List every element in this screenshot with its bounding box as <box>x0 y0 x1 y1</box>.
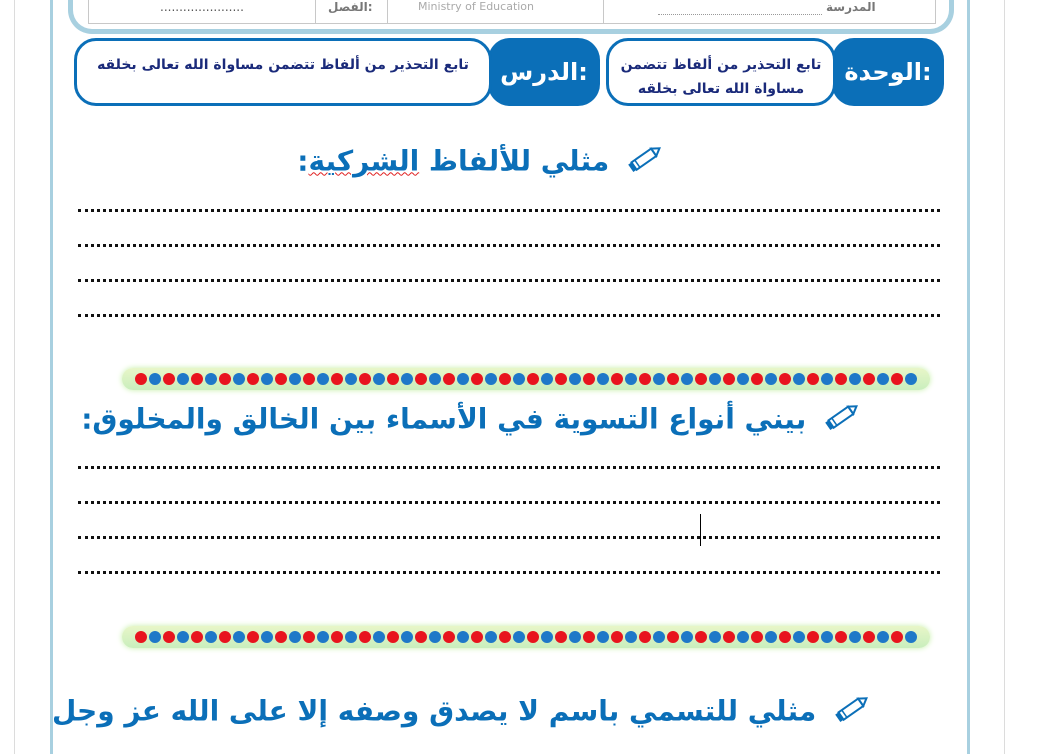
bead <box>345 373 357 385</box>
bead <box>247 631 259 643</box>
bead <box>541 373 553 385</box>
question-3-text: مثلي للتسمي باسم لا يصدق وصفه إلا على الله عز وجل <box>52 694 817 728</box>
question-2-text: بيني أنواع التسوية في الأسماء بين الخالق والمخلوق: <box>81 402 807 436</box>
text-cursor <box>700 514 701 546</box>
bead <box>135 373 147 385</box>
school-label: المدرسة <box>826 0 876 14</box>
bead <box>891 631 903 643</box>
bead <box>261 373 273 385</box>
bead <box>877 631 889 643</box>
bead <box>765 373 777 385</box>
bead <box>779 631 791 643</box>
bead <box>709 373 721 385</box>
answer-line[interactable] <box>78 501 940 504</box>
bead <box>835 373 847 385</box>
bead <box>597 373 609 385</box>
lesson-label-pill <box>488 38 600 106</box>
bead <box>443 631 455 643</box>
bead <box>233 631 245 643</box>
bead <box>163 631 175 643</box>
bead <box>695 631 707 643</box>
bead <box>821 631 833 643</box>
bead <box>485 631 497 643</box>
question-1-colon: : <box>297 144 309 178</box>
bead <box>289 373 301 385</box>
answer-line[interactable] <box>78 279 940 282</box>
bead <box>457 631 469 643</box>
bead <box>359 373 371 385</box>
bead <box>681 631 693 643</box>
bead <box>527 631 539 643</box>
bead <box>723 631 735 643</box>
bead <box>779 373 791 385</box>
pencil-icon <box>824 402 860 439</box>
bead <box>331 631 343 643</box>
bead <box>457 373 469 385</box>
bead <box>331 373 343 385</box>
bead <box>177 373 189 385</box>
answer-line[interactable] <box>78 466 940 469</box>
answer-line[interactable] <box>78 314 940 317</box>
bead <box>709 631 721 643</box>
bead-divider <box>122 368 930 390</box>
unit-label-pill <box>832 38 944 106</box>
bead <box>751 373 763 385</box>
bead <box>821 373 833 385</box>
bead <box>163 373 175 385</box>
answer-line[interactable] <box>78 244 940 247</box>
bead <box>639 373 651 385</box>
bead <box>863 631 875 643</box>
bead <box>471 631 483 643</box>
bead <box>387 631 399 643</box>
bead <box>317 631 329 643</box>
bead <box>261 631 273 643</box>
bead <box>345 631 357 643</box>
bead <box>849 631 861 643</box>
bead <box>793 373 805 385</box>
bead <box>807 631 819 643</box>
bead <box>863 373 875 385</box>
bead <box>541 631 553 643</box>
bead <box>555 631 567 643</box>
bead <box>205 373 217 385</box>
bead <box>653 373 665 385</box>
pencil-icon <box>834 694 870 731</box>
bead <box>611 373 623 385</box>
bead <box>877 373 889 385</box>
bead <box>527 373 539 385</box>
bead <box>415 631 427 643</box>
bead <box>513 631 525 643</box>
question-3-heading <box>52 694 870 731</box>
bead <box>401 373 413 385</box>
bead <box>443 373 455 385</box>
bead <box>737 631 749 643</box>
bead <box>303 631 315 643</box>
bead <box>667 373 679 385</box>
unit-value-box[interactable] <box>606 38 836 106</box>
bead <box>583 631 595 643</box>
bead <box>765 631 777 643</box>
answer-line[interactable] <box>78 571 940 574</box>
bead <box>597 631 609 643</box>
bead <box>373 373 385 385</box>
bead <box>471 373 483 385</box>
class-field[interactable]: ...................... <box>160 0 244 14</box>
bead <box>387 373 399 385</box>
bead <box>625 373 637 385</box>
page-edge-right <box>1004 0 1005 754</box>
question-1-heading <box>297 144 663 181</box>
bead <box>429 631 441 643</box>
bead <box>191 373 203 385</box>
lesson-value: تابع التحذير من ألفاظ تتضمن مساواة الله تعالى بخلقه <box>97 57 469 73</box>
bead <box>513 373 525 385</box>
bead <box>611 631 623 643</box>
bead <box>219 631 231 643</box>
bead <box>485 373 497 385</box>
answer-line[interactable] <box>78 536 940 539</box>
bead <box>149 373 161 385</box>
bead <box>247 373 259 385</box>
bead <box>751 631 763 643</box>
bead <box>359 631 371 643</box>
bead <box>723 373 735 385</box>
bead <box>401 631 413 643</box>
bead <box>499 631 511 643</box>
bead <box>695 373 707 385</box>
bead <box>737 373 749 385</box>
bead <box>233 373 245 385</box>
bead <box>135 631 147 643</box>
ministry-label: Ministry of Education <box>418 0 535 13</box>
bead <box>555 373 567 385</box>
bead <box>499 373 511 385</box>
bead <box>289 631 301 643</box>
bead <box>177 631 189 643</box>
bead <box>569 373 581 385</box>
pencil-icon <box>627 144 663 181</box>
bead <box>793 631 805 643</box>
class-label: الفصل: <box>328 0 373 14</box>
bead <box>569 631 581 643</box>
bead <box>583 373 595 385</box>
bead <box>317 373 329 385</box>
answer-line[interactable] <box>78 209 940 212</box>
bead <box>205 631 217 643</box>
lesson-label: الدرس: <box>500 58 588 86</box>
question-1-text: مثلي للألفاظ <box>419 144 610 178</box>
page-edge-left <box>14 0 15 754</box>
bead <box>905 631 917 643</box>
unit-label: الوحدة: <box>844 58 932 86</box>
bead-divider <box>122 626 930 648</box>
question-2-heading <box>81 402 860 439</box>
bead <box>275 631 287 643</box>
bead <box>849 373 861 385</box>
bead <box>219 373 231 385</box>
bead <box>373 631 385 643</box>
bead <box>807 373 819 385</box>
bead <box>303 373 315 385</box>
unit-value: تابع التحذير من ألفاظ تتضمن مساواة الله تعالى بخلقه <box>620 57 822 97</box>
lesson-value-box[interactable] <box>74 38 492 106</box>
bead <box>429 373 441 385</box>
bead <box>415 373 427 385</box>
bead <box>191 631 203 643</box>
bead <box>891 373 903 385</box>
bead <box>905 373 917 385</box>
bead <box>681 373 693 385</box>
bead <box>149 631 161 643</box>
bead <box>835 631 847 643</box>
bead <box>667 631 679 643</box>
bead <box>625 631 637 643</box>
bead <box>653 631 665 643</box>
question-1-flagged-word: الشركية <box>308 144 420 178</box>
bead <box>275 373 287 385</box>
bead <box>639 631 651 643</box>
school-field[interactable] <box>658 14 822 15</box>
